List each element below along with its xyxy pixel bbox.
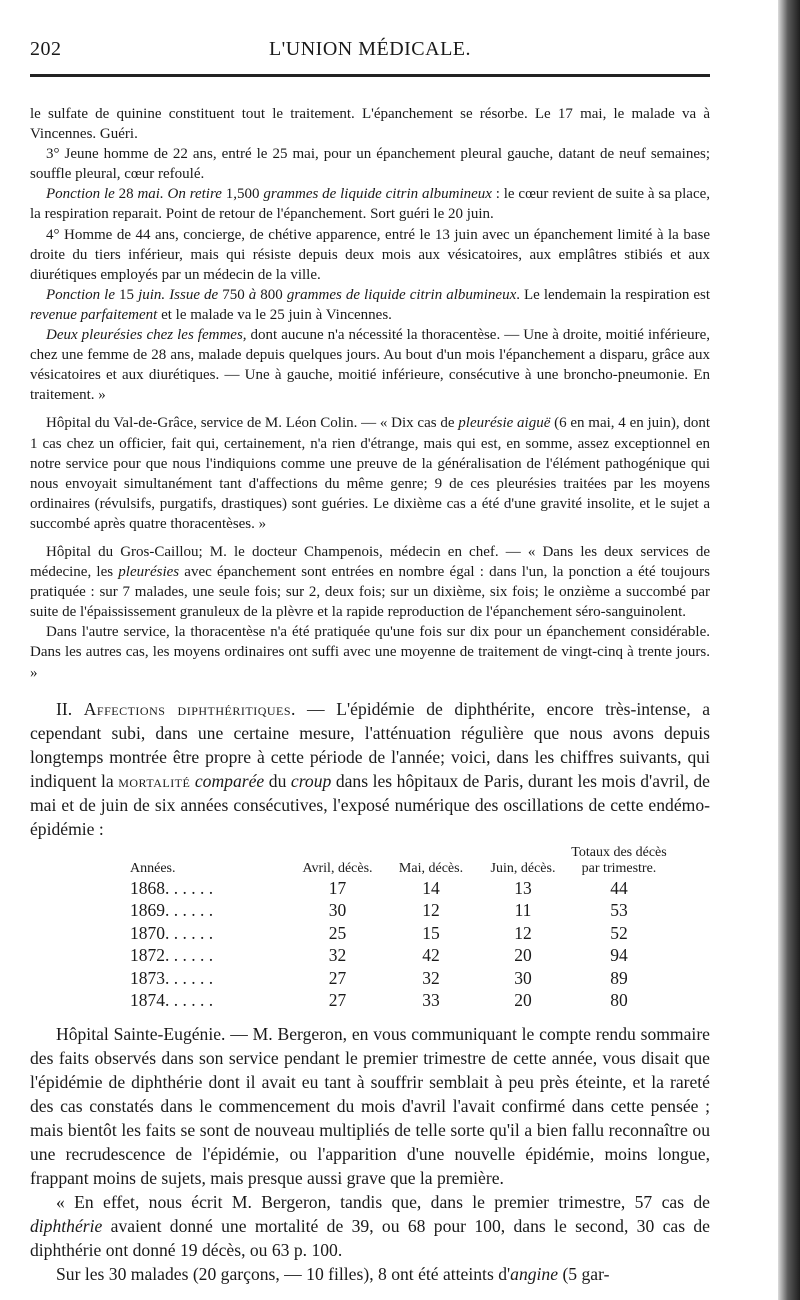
- cell-april: 17: [328, 877, 347, 898]
- paragraph: Sur les 30 malades (20 garçons, — 10 filles), 8 ont été atteints d'angine (5 gar-: [56, 1263, 610, 1284]
- col-header-total-line1: Totaux des décès: [571, 844, 667, 860]
- cell-june: 30: [514, 967, 532, 988]
- cell-year: 1870. . . . . .: [130, 922, 214, 943]
- table-row: [130, 922, 669, 945]
- running-header: [30, 38, 710, 98]
- table-body: [130, 877, 669, 1012]
- cell-april: 27: [328, 967, 347, 988]
- paragraph: Dans l'autre service, la thoracentèse n'a été pratiquée qu'une fois sur dix pour un épanchement considérable. Dans les autres cas, les moyens ordinaires ont suffi avec une moyenne de traitement de vingt-cinq à trente jours. »: [30, 624, 710, 681]
- paragraph: 3° Jeune homme de 22 ans, entré le 25 mai, pour un épanchement pleural gauche, datant de neuf semaines; souffle pleural, cœur refoulé.: [30, 146, 710, 183]
- paragraph: Ponction le 28 mai. On retire 1,500 grammes de liquide citrin albumineux : le cœur revient de suite à sa place, la respiration reparait. Point de retour de l'épanchement. Sort guéri le 20 juin.: [30, 186, 711, 223]
- table-row: [130, 967, 669, 990]
- paragraph: Ponction le 15 juin. Issue de 750 à 800 grammes de liquide citrin albumineux. Le lendemain la respiration est revenue parfaitement et le malade va le 25 juin à Vincennes.: [30, 286, 711, 323]
- cell-may: 42: [422, 945, 440, 966]
- paragraph: Deux pleurésies chez les femmes, dont aucune n'a nécessité la thoracentèse. — Une à droite, moitié inférieure, chez une femme de 28 ans, malade depuis quelques jours. Au bout d'un mois l'épanchement a disparu, grâce aux vésicatoires et aux diurétiques. — Une à gauche, moitié inférieure, consécutive à une broncho-pneumonie. En traitement. »: [30, 327, 710, 404]
- paragraph: Hôpital du Val-de-Grâce, service de M. Léon Colin. — « Dix cas de pleurésie aiguë (6 en mai, 4 en juin), dont 1 cas chez un officier, fait qui, certainement, n'a rien d'étrange, mais qui est, en somme, assez exceptionnel en notre service pour que nous l'indiquions comme une preuve de la généralisation de l'élément pathogénique qui nous envoyait simultanément tant d'affections du même genre; 9 de ces pleurésies traitées par les moyens ordinaires (révulsifs, purgatifs, drastiques) sont guéries. Le dixième cas a été d'une gravité insolite, et le sujet a succombé après quatre thoracentèses. »: [30, 415, 710, 532]
- paragraph: le sulfate de quinine constituent tout le traitement. L'épanchement se résorbe. Le 17 mai, le malade va à Vincennes. Guéri.: [30, 106, 710, 143]
- table-header-row-1: [130, 845, 669, 861]
- cell-total: 52: [610, 922, 628, 943]
- paragraph: Hôpital Sainte-Eugénie. — M. Bergeron, en vous communiquant le compte rendu sommaire des faits observés dans son service pendant le premier trimestre de cette année, vous disait que l'épidémie de diphthérie dont il avait eu tant à souffrir semblait à peu près éteinte, et la rareté des cas constatés dans le commencement du mois d'avril l'avait confirmé dans cette pensée ; mais bientôt les faits se sont de nouveau multipliés de telle sorte qu'il a bien fallu reconnaître ou une recrudescence de l'épidémie, ou l'apparition d'une nouvelle épidémie, moins longue, frappant moins de sujets, mais presque aussi grave que la première.: [30, 1023, 710, 1188]
- paragraph: « En effet, nous écrit M. Bergeron, tandis que, dans le premier trimestre, 57 cas de diphthérie avaient donné une mortalité de 39, ou 68 pour 100, dans le second, 30 cas de diphthérie ont donné 19 décès, ou 63 p. 100.: [30, 1191, 710, 1260]
- cell-year: 1869. . . . . .: [130, 900, 214, 921]
- table-row: [130, 944, 669, 967]
- case-reports-block: [30, 104, 710, 683]
- table-row: [130, 877, 669, 900]
- page: [30, 0, 710, 1286]
- cell-june: 20: [514, 945, 532, 966]
- diphtheria-section: [30, 697, 710, 1286]
- cell-year: 1874. . . . . .: [130, 990, 214, 1011]
- paragraph: Hôpital du Gros-Caillou; M. le docteur Champenois, médecin en chef. — « Dans les deux services de médecine, les pleurésies avec épanchement sont entrées en nombre égal : dans l'un, la ponction a été toujours pratiquée : sur 7 malades, une seule fois; sur 2, deux fois; sur un dixième, six fois; le onzième a succombé par suite de l'épaississement granuleux de la plèvre et la rapide reproduction de l'épanchement séro-sanguinolent.: [30, 543, 710, 621]
- cell-year: 1873. . . . . .: [130, 967, 214, 988]
- cell-april: 32: [328, 945, 347, 966]
- col-header-april: Avril, décès.: [302, 860, 373, 876]
- header-rule: [30, 74, 710, 77]
- cell-may: 12: [422, 900, 440, 921]
- journal-title: L'UNION MÉDICALE.: [268, 38, 472, 60]
- cell-total: 89: [610, 967, 628, 988]
- cell-june: 11: [514, 900, 532, 921]
- cell-june: 13: [514, 877, 532, 898]
- cell-april: 25: [328, 922, 347, 943]
- cell-june: 12: [514, 922, 532, 943]
- cell-april: 30: [328, 900, 347, 921]
- cell-june: 20: [514, 990, 532, 1011]
- col-header-year: Années.: [130, 860, 176, 876]
- table-row: [130, 989, 669, 1012]
- col-header-total-line2: par trimestre.: [581, 860, 657, 876]
- cell-may: 14: [422, 877, 440, 898]
- page-number: 202: [30, 38, 62, 60]
- paragraph: 4° Homme de 44 ans, concierge, de chétive apparence, entré le 13 juin avec un épanchement limité à la base droite du tiers inférieur, mais qui résiste depuis deux mois aux vésicatoires, aux emplâtres stibiés et aux diurétiques employés par un médecin de la ville.: [30, 226, 710, 283]
- cell-total: 94: [610, 945, 628, 966]
- col-header-june: Juin, décès.: [490, 860, 556, 876]
- cell-april: 27: [328, 990, 347, 1011]
- sainte-eugenie-block: [30, 1022, 710, 1286]
- page-edge-shadow: [778, 0, 800, 1300]
- col-header-may: Mai, décès.: [398, 860, 464, 876]
- cell-may: 15: [422, 922, 440, 943]
- cell-year: 1872. . . . . .: [130, 945, 214, 966]
- cell-total: 44: [610, 877, 628, 898]
- table-row: [130, 899, 669, 922]
- cell-may: 33: [422, 990, 440, 1011]
- section-ii-paragraph: II. Affections diphthéritiques. — L'épidémie de diphthérite, encore très-intense, a cependant subi, dans une certaine mesure, l'atténuation régulière que nous avons depuis longtemps montrée être propre à cette période de l'année; voici, dans les chiffres suivants, qui indiquent la mortalité comparée du croup dans les hôpitaux de Paris, durant les mois d'avril, de mai et de juin de six années consécutives, l'exposé numérique des oscillations de cette endémo-épidémie :: [30, 698, 711, 839]
- cell-total: 53: [610, 900, 628, 921]
- cell-may: 32: [422, 967, 440, 988]
- cell-total: 80: [610, 990, 628, 1011]
- article-body: [30, 104, 710, 1286]
- cell-year: 1868. . . . . .: [130, 877, 214, 898]
- croup-mortality-table: [130, 845, 669, 1012]
- table-header-row-2: [130, 861, 669, 877]
